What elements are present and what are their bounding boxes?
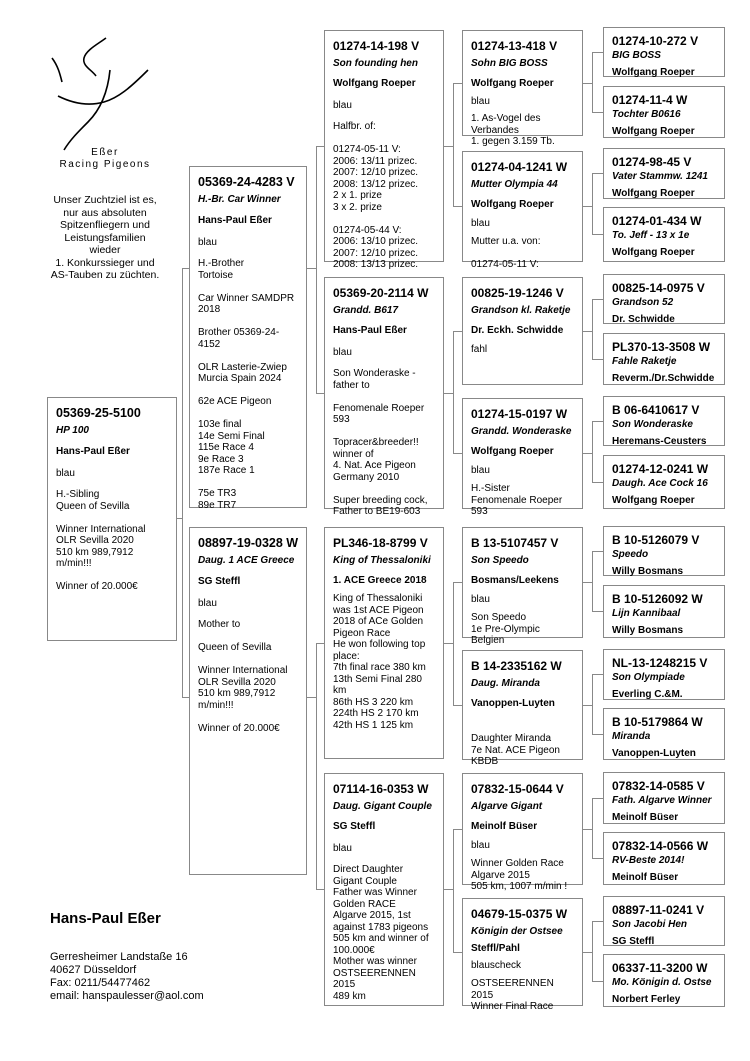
connector [592,551,593,612]
connector [592,421,593,483]
connector [453,582,462,583]
logo-wordmark [40,147,170,171]
pigeon-name: Son Jacobi Hen [612,919,688,930]
connector [592,921,603,922]
pigeon-name: BIG BOSS [612,50,661,61]
breeder: Everling C.&M. [612,689,683,700]
connector [592,858,603,859]
connector [592,299,603,300]
logo-line-2: Racing Pigeons [59,159,151,170]
breeder: Willy Bosmans [612,566,684,577]
color: blau [198,237,217,248]
connector [453,453,462,454]
connector [316,889,324,890]
color: blau [333,843,352,854]
breeder: Wolfgang Roeper [471,446,554,457]
ring-number: PL370-13-3508 W [612,340,711,354]
connector [453,829,462,830]
color: blau [56,468,75,479]
ring-number: 05369-20-2114 W [333,286,429,300]
pedigree-gen4-7 [603,396,725,446]
pedigree-gen3-3 [462,277,583,385]
connector [182,268,189,269]
breeder: Dr. Schwidde [612,314,675,325]
connector [453,952,462,953]
ring-number: 05369-24-4283 V [198,175,295,189]
connector [592,234,603,235]
breeder: Willy Bosmans [612,625,684,636]
pedigree-gen4-8 [603,455,725,509]
connector [592,52,603,53]
pedigree-gen3-8 [462,898,583,1012]
pigeon-name: Mo. Königin d. Ostse [612,977,712,988]
color: blau [471,840,490,851]
pigeon-name: Grandd. B617 [333,305,399,316]
notes: Direct Daughter Gigant Couple Father was Winner Golden RACE Algarve 2015, 1st against 1783 pigeons 505 km and winner of 100.000€ Mother was winner OSTSEERENNEN 2015 489 km [333,864,429,1002]
ring-number: 01274-98-45 V [612,155,692,169]
pedigree-gen3-7 [462,773,583,892]
breeder: Bosmans/Leekens [471,575,559,586]
pedigree-gen2-4 [324,773,444,1006]
color: fahl [471,344,488,355]
ring-number: 01274-01-434 W [612,214,702,228]
pedigree-gen4-5 [603,274,725,324]
connector [592,173,593,235]
ring-number: 01274-12-0241 W [612,462,709,476]
connector [453,331,454,454]
connector [592,173,603,174]
connector [592,734,603,735]
breeder: Wolfgang Roeper [612,247,695,258]
breeder: Wolfgang Roeper [471,78,554,89]
breeder: Hans-Paul Eßer [333,325,407,336]
ring-number: B 14-2335162 W [471,659,562,673]
breeder: Hans-Paul Eßer [56,446,130,457]
pedigree-gen4-10 [603,585,725,638]
connector [592,551,603,552]
pedigree-gen4-12 [603,708,725,760]
owner-name: Hans-Paul Eßer [50,910,161,927]
pigeon-name: HP 100 [56,425,89,436]
connector [182,268,183,698]
pigeon-name: H.-Br. Car Winner [198,194,281,205]
connector [453,83,462,84]
breeder: SG Steffl [333,821,376,832]
color: blau [198,598,217,609]
breeder: Reverm./Dr.Schwidde [612,373,715,384]
breeder: Meinolf Büser [612,872,679,883]
logo [48,30,158,155]
connector [316,146,324,147]
pedigree-gen2-3 [324,527,444,759]
color: blau [471,96,490,107]
notes: King of Thessaloniki was 1st ACE Pigeon 2018 of ACe Golden Pigeon Race He won following top place: 7th final race 380 km 13th Semi Final 280 km 86th HS 3 220 km 224th HS 2 170 km 42th HS 1 125 km [333,593,426,731]
ring-number: 01274-10-272 V [612,34,699,48]
pigeon-name: Speedo [612,549,649,560]
pedigree-gen4-15 [603,896,725,946]
breeder: Wolfgang Roeper [612,495,695,506]
pigeon-name: Algarve Gigant [471,801,543,812]
pedigree-gen4-3 [603,148,725,199]
pigeon-logo-icon [48,30,158,155]
notes: Son Wonderaske - father to Fenomenale Roeper 593 Topracer&breeder!! winner of 4. Nat. Ace Pigeon Germany 2010 Super breeding cock, Father to BE19-603 [333,368,428,517]
connector [592,359,603,360]
ring-number: 00825-19-1246 V [471,286,564,300]
connector [182,697,189,698]
pedigree-gen3-6 [462,650,583,767]
connector [592,981,603,982]
connector [592,674,603,675]
pedigree-gen4-1 [603,27,725,77]
notes: H.-Brother Tortoise Car Winner SAMDPR 2018 Brother 05369-24- 4152 OLR Lasterie-Zwiep Murcia Spain 2024 62e ACE Pigeon 103e final 14e Semi Final 115e Race 4 9e Race 3 187e Race 1 75e TR3 89e TR7 [198,258,295,511]
notes: H.-Sibling Queen of Sevilla Winner International OLR Sevilla 2020 510 km 989,7912 m/min!!! Winner of 20.000€ [56,489,146,592]
connector [453,829,454,953]
breeder: Meinolf Büser [471,821,538,832]
breeder: SG Steffl [198,576,241,587]
pigeon-name: To. Jeff - 13 x 1e [612,230,690,241]
logo-line-1: Eßer [91,147,119,158]
breeder: Wolfgang Roeper [333,78,416,89]
connector [592,798,603,799]
notes: 1. As-Vogel des Verbandes 1. gegen 3.159 Tb. [471,113,555,147]
connector [316,643,317,890]
color: blauscheck [471,960,522,971]
connector [316,146,317,394]
pigeon-name: Grandd. Wonderaske [471,426,572,437]
pigeon-name: Grandson kl. Raketje [471,305,571,316]
breeder: Wolfgang Roeper [471,199,554,210]
pigeon-name: Sohn BIG BOSS [471,58,548,69]
connector [453,705,462,706]
pedigree-gen2-2 [324,277,444,517]
connector [592,421,603,422]
ring-number: 00825-14-0975 V [612,281,705,295]
notes: Daughter Miranda 7e Nat. ACE Pigeon KBDB [471,733,560,767]
connector [453,206,462,207]
ring-number: 06337-11-3200 W [612,961,708,975]
ring-number: 07832-14-0585 V [612,779,705,793]
pigeon-name: King of Thessaloniki [333,555,431,566]
breeder: Vanoppen-Luyten [471,698,555,709]
pigeon-name: Son Olympiade [612,672,685,683]
ring-number: PL346-18-8799 V [333,536,428,550]
ring-number: B 13-5107457 V [471,536,559,550]
ring-number: 07832-15-0644 V [471,782,564,796]
ring-number: 04679-15-0375 W [471,907,568,921]
ring-number: 07114-16-0353 W [333,782,429,796]
breeder: Steffl/Pahl [471,943,520,954]
ring-number: B 10-5126079 V [612,533,700,547]
connector [592,52,593,113]
breeder: Norbert Ferley [612,994,681,1005]
connector [453,331,462,332]
notes: Winner Golden Race Algarve 2015 505 km, 1007 m/min ! [471,858,568,892]
ring-number: 01274-13-418 V [471,39,558,53]
pedigree-gen4-16 [603,954,725,1007]
connector [592,299,593,360]
pigeon-name: Son founding hen [333,58,418,69]
breeder: Wolfgang Roeper [612,126,695,137]
pigeon-name: Miranda [612,731,651,742]
connector [592,674,593,735]
ring-number: 07832-14-0566 W [612,839,709,853]
pedigree-gen4-4 [603,207,725,262]
pigeon-name: Grandson 52 [612,297,674,308]
ring-number: B 06-6410617 V [612,403,700,417]
ring-number: 08897-11-0241 V [612,903,705,917]
pigeon-name: Daug. 1 ACE Greece [198,555,295,566]
pedigree-subject [47,397,177,641]
breeder: SG Steffl [612,936,655,947]
breeder: Vanoppen-Luyten [612,748,696,759]
breeder: Hans-Paul Eßer [198,215,272,226]
notes: Mother to Queen of Sevilla Winner International OLR Sevilla 2020 510 km 989,7912 m/min!!! Winner of 20.000€ [198,619,288,734]
breeder: Meinolf Büser [612,812,679,823]
connector [592,921,593,982]
pigeon-name: Son Speedo [471,555,529,566]
pedigree-gen4-6 [603,333,725,385]
pigeon-name: Königin der Ostsee [471,926,563,937]
pigeon-name: RV-Beste 2014! [612,855,685,866]
connector [453,83,454,207]
pigeon-name: Mutter Olympia 44 [471,179,558,190]
breeder: Heremans-Ceusters [612,436,707,447]
pedigree-dam [189,527,307,875]
notes: Halfbr. of: 01274-05-11 V: 2006: 13/11 prizec. 2007: 12/10 prizec. 2008: 13/12 prizec. 2 x 1. prize 3 x 2. prize 01274-05-44 V: 2006: 13/10 prizec. 2007: 12/10 prizec. 2008: 13/13 prizec. [333,121,419,270]
pigeon-name: Daug. Gigant Couple [333,801,432,812]
ring-number: 08897-19-0328 W [198,536,299,550]
pedigree-sire [189,166,307,511]
connector [453,582,454,706]
notes: H.-Sister Fenomenale Roeper 593 [471,483,563,517]
connector [316,643,324,644]
color: blau [333,347,352,358]
pigeon-name: Lijn Kannibaal [612,608,681,619]
connector [592,482,603,483]
pedigree-gen4-9 [603,526,725,576]
pigeon-name: Tochter B0616 [612,109,681,120]
pedigree-gen4-2 [603,86,725,138]
pigeon-name: Daugh. Ace Cock 16 [612,478,708,489]
pedigree-gen4-13 [603,772,725,824]
notes: OSTSEERENNEN 2015 Winner Final Race [471,978,554,1012]
ring-number: B 10-5126092 W [612,592,703,606]
pedigree-gen3-5 [462,527,583,646]
color: blau [471,594,490,605]
pigeon-name: Son Wonderaske [612,419,693,430]
color: blau [333,100,352,111]
ring-number: 01274-04-1241 W [471,160,568,174]
color: blau [471,218,490,229]
connector [592,112,603,113]
breeder: 1. ACE Greece 2018 [333,575,427,586]
ring-number: NL-13-1248215 V [612,656,708,670]
notes: Mutter u.a. von: 01274-05-11 V: [471,236,541,270]
ring-number: 01274-15-0197 W [471,407,568,421]
pigeon-name: Fahle Raketje [612,356,677,367]
pedigree-gen2-1 [324,30,444,270]
notes: Son Speedo 1e Pre-Olympic Belgien [471,612,540,646]
breeder: Dr. Eckh. Schwidde [471,325,564,336]
color: blau [471,465,490,476]
pigeon-name: Daug. Miranda [471,678,540,689]
pedigree-gen3-4 [462,398,583,517]
pedigree-gen4-14 [603,832,725,885]
ring-number: 01274-14-198 V [333,39,420,53]
connector [592,798,593,859]
pedigree-gen4-11 [603,649,725,700]
breeder: Wolfgang Roeper [612,188,695,199]
owner-contact: Gerresheimer Landstaße 16 40627 Düsseldorf Fax: 0211/54477462 email: hanspaulesser@aol.com [50,951,204,1002]
ring-number: 05369-25-5100 [56,406,141,420]
connector [316,393,324,394]
breeding-goal-text: Unser Zuchtziel ist es, nur aus absoluten Spitzenfliegern und Leistungsfamilien wieder 1. Konkurssieger und AS-Tauben zu züchten. [50,194,160,281]
pigeon-name: Vater Stammw. 1241 [612,171,708,182]
ring-number: 01274-11-4 W [612,93,688,107]
pedigree-gen3-2 [462,151,583,270]
pigeon-name: Fath. Algarve Winner [612,795,712,806]
ring-number: B 10-5179864 W [612,715,703,729]
breeder: Wolfgang Roeper [612,67,695,78]
connector [592,611,603,612]
pedigree-gen3-1 [462,30,583,147]
